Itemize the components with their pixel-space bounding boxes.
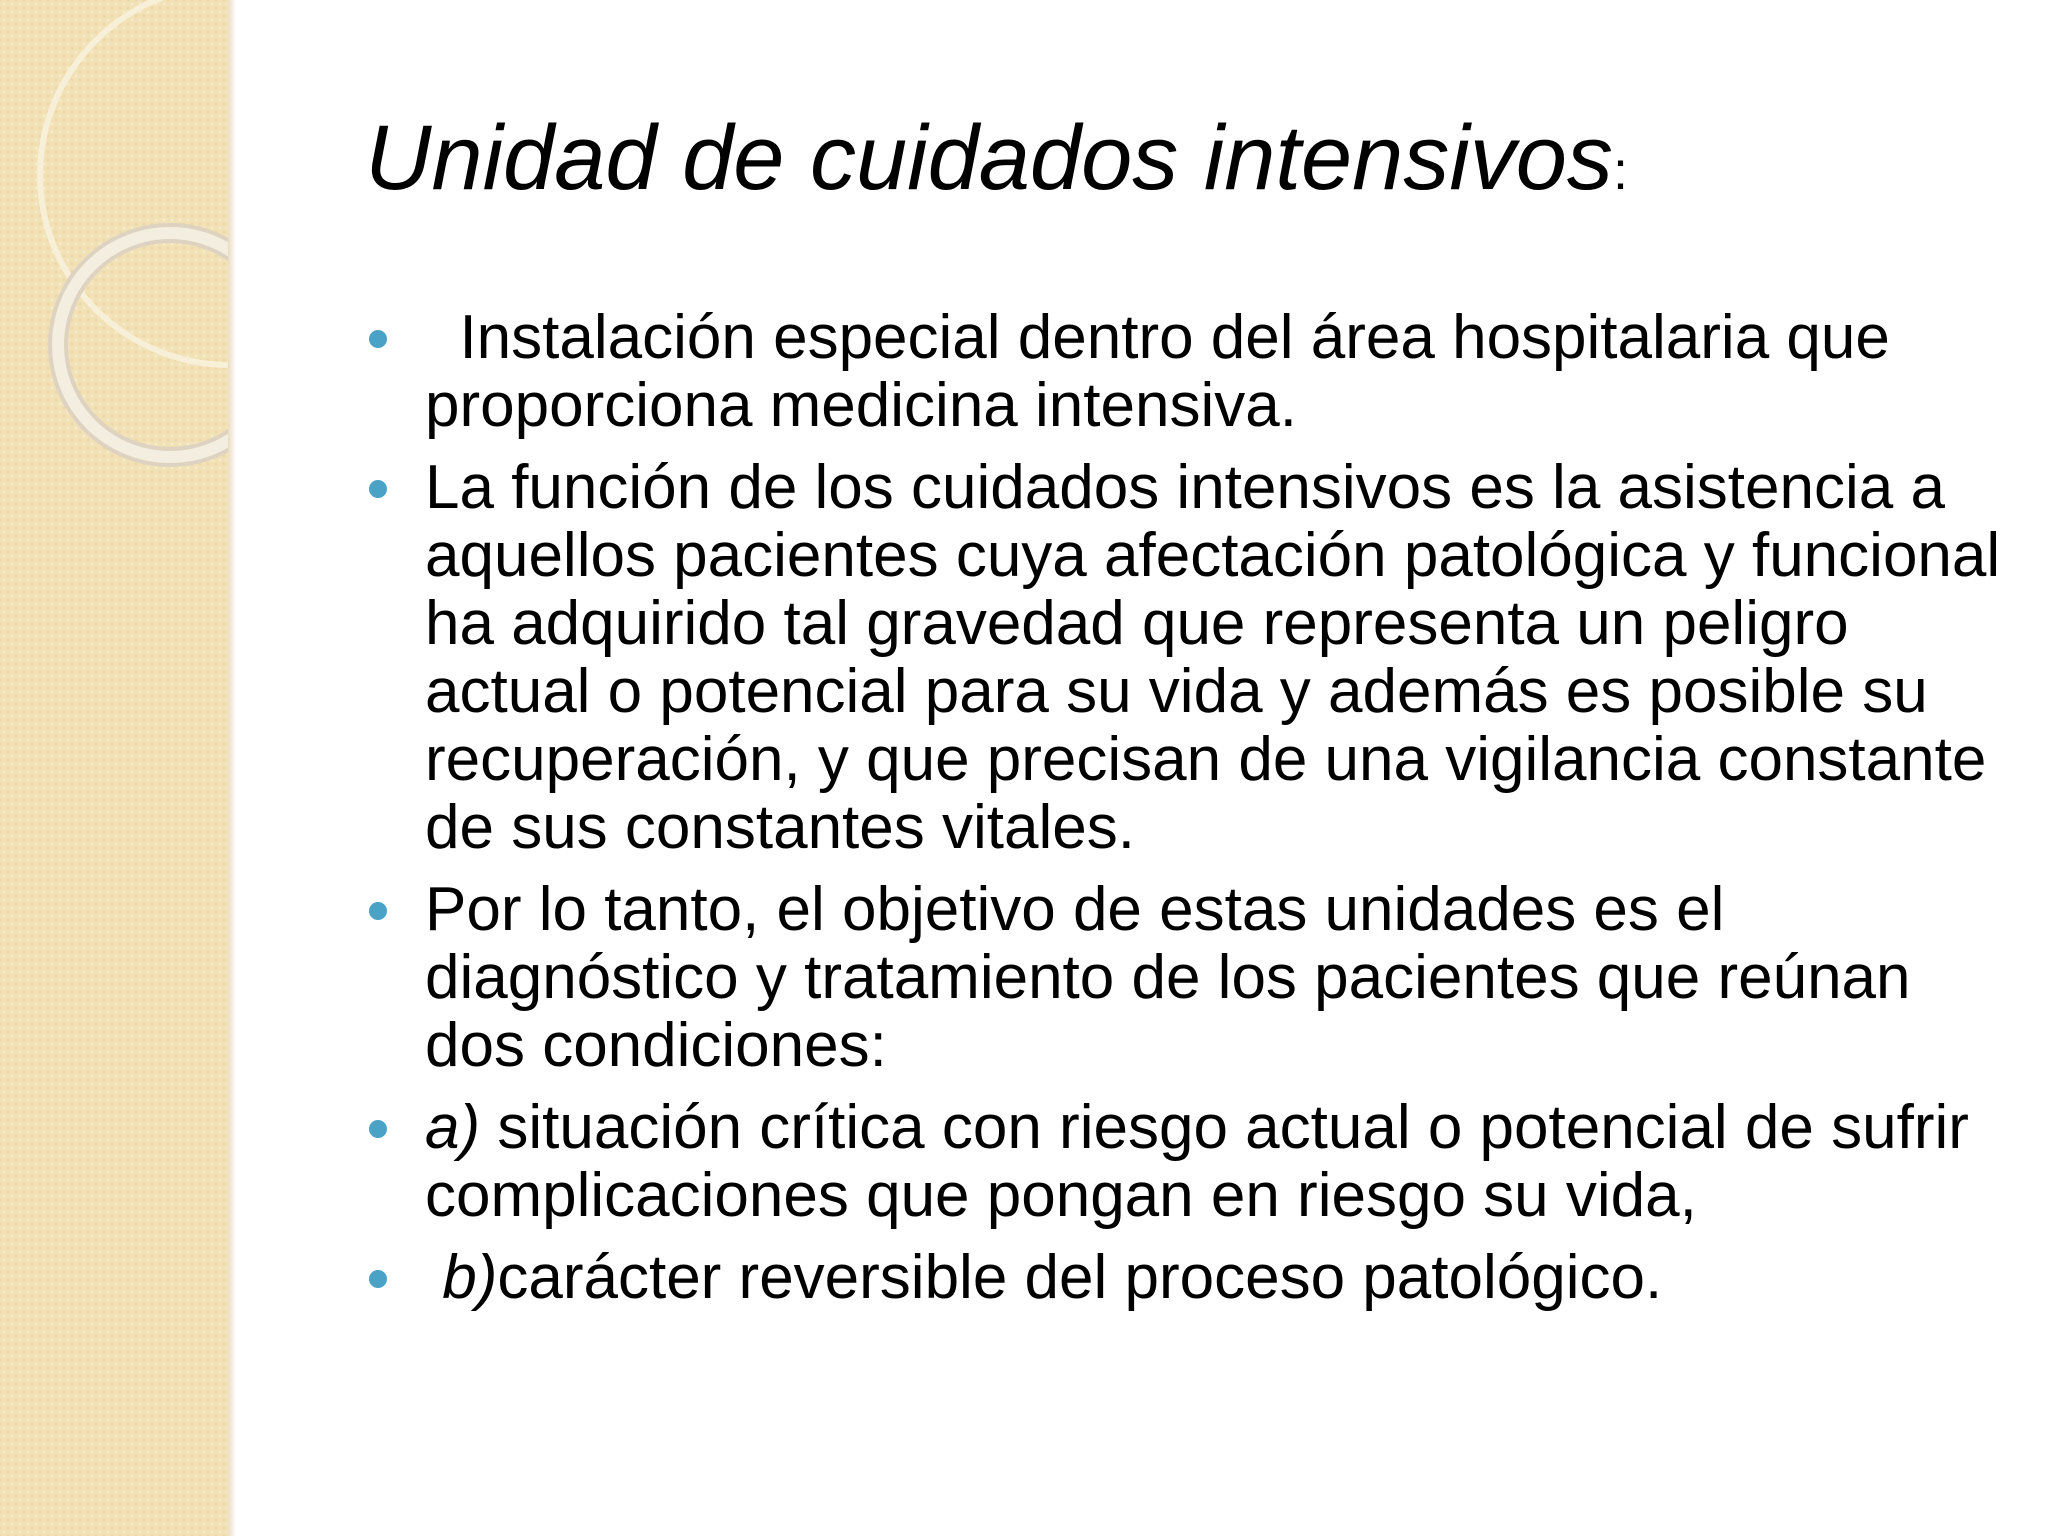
bullet-dot-icon bbox=[369, 902, 387, 920]
bullet-text: situación crítica con riesgo actual o potencial de sufrir complicaciones que pongan en riesgo su vida, bbox=[425, 1093, 1969, 1230]
bullet-item bbox=[365, 454, 2005, 862]
bullet-lead: b) bbox=[425, 1243, 498, 1312]
bullet-text: Por lo tanto, el objetivo de estas unidades es el diagnóstico y tratamiento de los pacientes que reúnan dos condiciones: bbox=[425, 875, 1911, 1080]
decorative-sidebar bbox=[0, 0, 228, 1536]
slide-title-colon: : bbox=[1612, 141, 1628, 201]
slide-title-text: Unidad de cuidados intensivos bbox=[365, 107, 1613, 209]
decorative-rings-graphic bbox=[0, 0, 228, 1536]
sidebar-edge-shadow bbox=[228, 0, 236, 1536]
bullet-item bbox=[365, 1094, 2005, 1230]
bullet-dot-icon bbox=[369, 480, 387, 498]
bullet-dot-icon bbox=[369, 1120, 387, 1138]
bullet-list bbox=[365, 304, 2005, 1326]
bullet-text: Instalación especial dentro del área hospitalaria que proporciona medicina intensiva. bbox=[425, 303, 1890, 440]
bullet-item bbox=[365, 304, 2005, 440]
slide-title bbox=[365, 108, 1628, 209]
bullet-text: La función de los cuidados intensivos es la asistencia a aquellos pacientes cuya afectación patológica y funcional ha adquirido tal gravedad que representa un peligro actual o potencial para su vida y además es posible su recuperación, y que precisan de una vigilancia constante de sus constantes vitales. bbox=[425, 453, 2001, 862]
bullet-item bbox=[365, 876, 2005, 1080]
bullet-lead: a) bbox=[425, 1093, 481, 1162]
bullet-item bbox=[365, 1244, 2005, 1312]
bullet-dot-icon bbox=[369, 1270, 387, 1288]
bullet-text: carácter reversible del proceso patológico. bbox=[497, 1243, 1663, 1312]
bullet-dot-icon bbox=[369, 330, 387, 348]
